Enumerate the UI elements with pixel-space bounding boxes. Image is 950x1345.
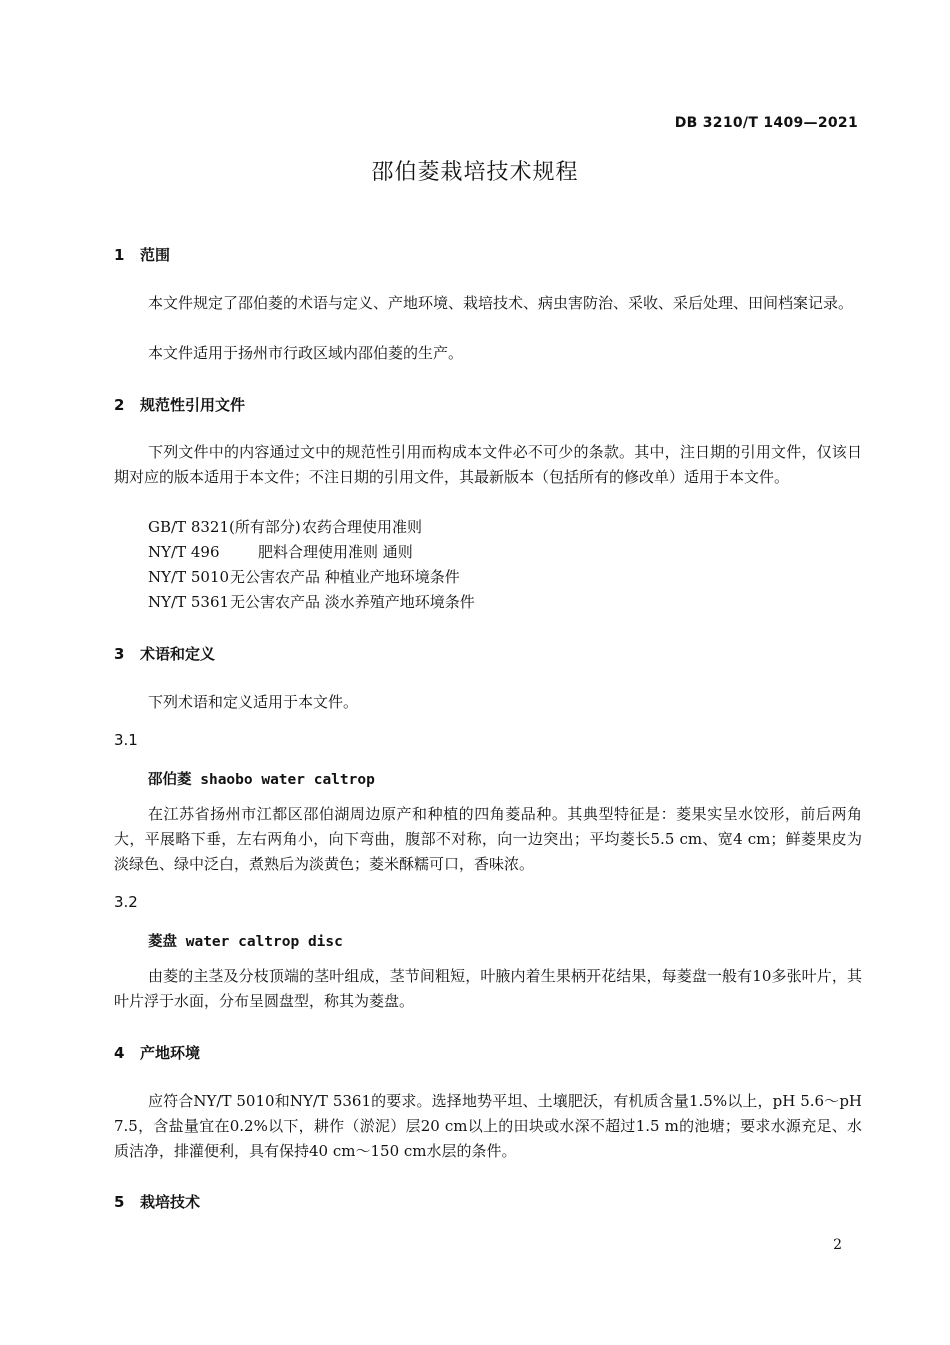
reference-code: NY/T 5010 bbox=[148, 568, 230, 586]
reference-title: 肥料合理使用准则 通则 bbox=[258, 543, 413, 561]
reference-code: NY/T 5361 bbox=[148, 593, 230, 611]
section-title: 术语和定义 bbox=[140, 645, 216, 663]
reference-title: 无公害农产品 淡水养殖产地环境条件 bbox=[230, 593, 475, 611]
section-title: 规范性引用文件 bbox=[140, 396, 246, 414]
section-number: 5 bbox=[114, 1193, 125, 1211]
section-number: 4 bbox=[114, 1044, 125, 1062]
section-4-text: 应符合NY/T 5010和NY/T 5361的要求。选择地势平坦、土壤肥沃，有机质含量1.5%以上，pH 5.6～pH 7.5，含盐量宜在0.2%以下，耕作（淤泥）层20 cm以上的田块或水深不超过1.5 m的池塘；要求水源充足、水质洁净，排灌便利，具有保持40 cm～150 cm水层的条件。 bbox=[114, 1092, 862, 1160]
section-3-heading bbox=[114, 643, 215, 664]
section-number: 2 bbox=[114, 396, 125, 414]
section-1-heading bbox=[114, 244, 170, 265]
section-4-heading bbox=[114, 1042, 200, 1063]
section-number: 1 bbox=[114, 246, 125, 264]
reference-item bbox=[148, 541, 413, 562]
section-number: 3 bbox=[114, 645, 125, 663]
term-number: 3.1 bbox=[114, 731, 138, 749]
reference-title: 农药合理使用准则 bbox=[302, 518, 423, 536]
reference-code: NY/T 496 bbox=[148, 543, 220, 561]
section-title: 产地环境 bbox=[140, 1044, 201, 1062]
reference-title: 无公害农产品 种植业产地环境条件 bbox=[230, 568, 460, 586]
section-1-paragraph-1: 本文件规定了邵伯菱的术语与定义、产地环境、栽培技术、病虫害防治、采收、采后处理、田间档案记录。 bbox=[148, 294, 854, 312]
reference-item bbox=[148, 566, 460, 587]
term-name: 邵伯菱 shaobo water caltrop bbox=[148, 772, 375, 788]
section-2-heading bbox=[114, 394, 245, 415]
page-number: 2 bbox=[833, 1237, 842, 1253]
reference-code: GB/T 8321(所有部分) bbox=[148, 518, 301, 536]
section-3-intro: 下列术语和定义适用于本文件。 bbox=[148, 693, 359, 711]
section-title: 范围 bbox=[140, 246, 171, 264]
term-definition: 由菱的主茎及分枝顶端的茎叶组成，茎节间粗短，叶腋内着生果柄开花结果，每菱盘一般有10多张叶片，其叶片浮于水面，分布呈圆盘型，称其为菱盘。 bbox=[114, 967, 862, 1010]
reference-item bbox=[148, 591, 475, 612]
document-title: 邵伯菱栽培技术规程 bbox=[371, 160, 579, 185]
term-number: 3.2 bbox=[114, 893, 138, 911]
section-5-heading bbox=[114, 1191, 200, 1212]
term-definition: 在江苏省扬州市江都区邵伯湖周边原产和种植的四角菱品种。其典型特征是：菱果实呈水饺形，前后两角大，平展略下垂，左右两角小，向下弯曲，腹部不对称，向一边突出；平均菱长5.5 cm、宽4 cm；鲜菱果皮为淡绿色、绿中泛白，煮熟后为淡黄色；菱米酥糯可口，香味浓。 bbox=[114, 805, 862, 873]
section-2-intro: 下列文件中的内容通过文中的规范性引用而构成本文件必不可少的条款。其中，注日期的引用文件，仅该日期对应的版本适用于本文件；不注日期的引用文件，其最新版本（包括所有的修改单）适用于本文件。 bbox=[114, 443, 862, 486]
standard-code: DB 3210/T 1409—2021 bbox=[674, 115, 858, 131]
section-title: 栽培技术 bbox=[140, 1193, 201, 1211]
section-1-paragraph-2: 本文件适用于扬州市行政区域内邵伯菱的生产。 bbox=[148, 344, 464, 362]
term-name: 菱盘 water caltrop disc bbox=[148, 934, 343, 950]
reference-item bbox=[148, 516, 422, 537]
